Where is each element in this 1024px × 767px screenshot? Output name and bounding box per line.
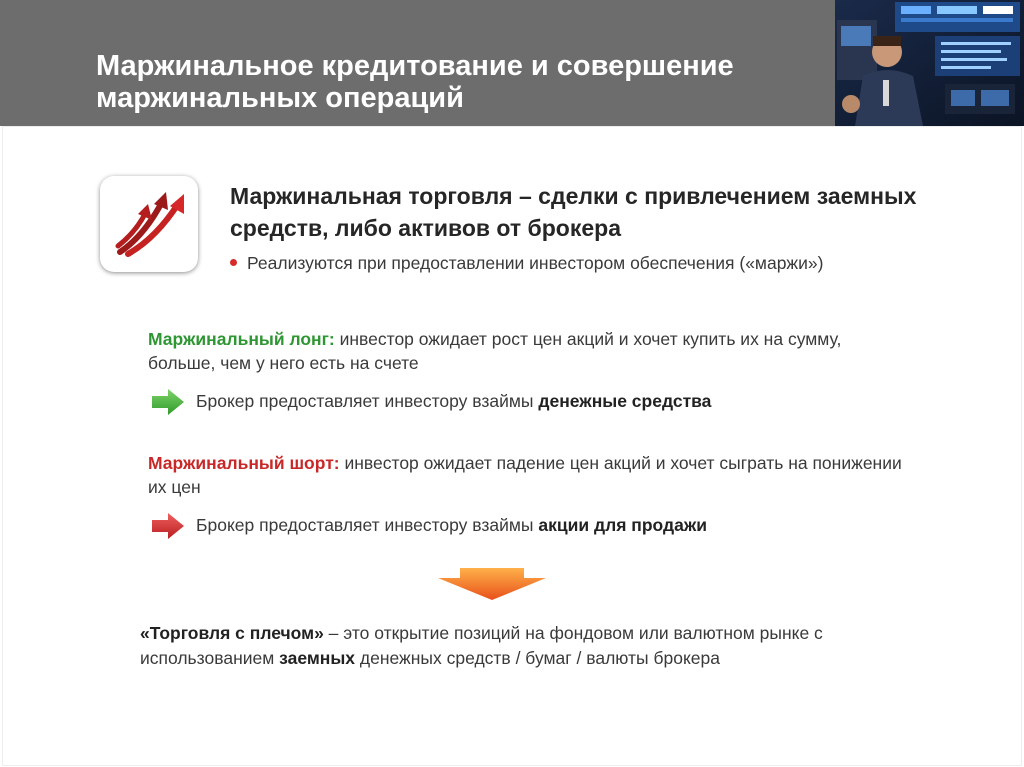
long-broker-text: Брокер предоставляет инвестору взаймы <box>196 391 539 411</box>
leverage-definition <box>140 621 920 671</box>
header-bar <box>0 0 1024 126</box>
down-arrow-icon <box>436 566 548 607</box>
bullet-dot-icon <box>230 259 237 266</box>
bullet-text: Реализуются при предоставлении инвестором обеспечения («маржи») <box>247 253 824 273</box>
definition-title: Маржинальная торговля – сделки с привлечением заемных средств, либо активов от брокера <box>230 183 917 241</box>
red-arrow-icon <box>150 511 186 541</box>
short-text: инвестор ожидает падение цен акций и хочет сыграть на понижении их цен <box>148 453 902 497</box>
long-description <box>148 327 908 375</box>
green-arrow-icon <box>150 387 186 417</box>
long-term: Маржинальный лонг: <box>148 329 335 349</box>
trading-floor-photo <box>835 0 1024 126</box>
leverage-term: «Торговля с плечом» <box>140 623 324 643</box>
short-broker-row <box>150 511 910 541</box>
growth-arrows-icon <box>100 176 198 272</box>
short-broker-text: Брокер предоставляет инвестору взаймы <box>196 515 539 535</box>
long-broker-bold: денежные средства <box>538 391 712 411</box>
short-broker-bold: акции для продажи <box>538 515 708 535</box>
leverage-text-2: денежных средств / бумаг / валюты брокера <box>355 648 721 668</box>
short-description <box>148 451 908 499</box>
leverage-text-1: – это открытие позиций на фондовом или валютном рынке с использованием <box>140 623 823 668</box>
leverage-bold: заемных <box>279 648 356 668</box>
long-text: инвестор ожидает рост цен акций и хочет купить их на сумму, больше, чем у него есть на счете <box>148 329 842 373</box>
short-term: Маржинальный шорт: <box>148 453 340 473</box>
long-broker-row <box>150 387 910 417</box>
page-title: Маржинальное кредитование и совершение маржинальных операций <box>96 50 734 114</box>
definition-bullet <box>230 253 950 274</box>
